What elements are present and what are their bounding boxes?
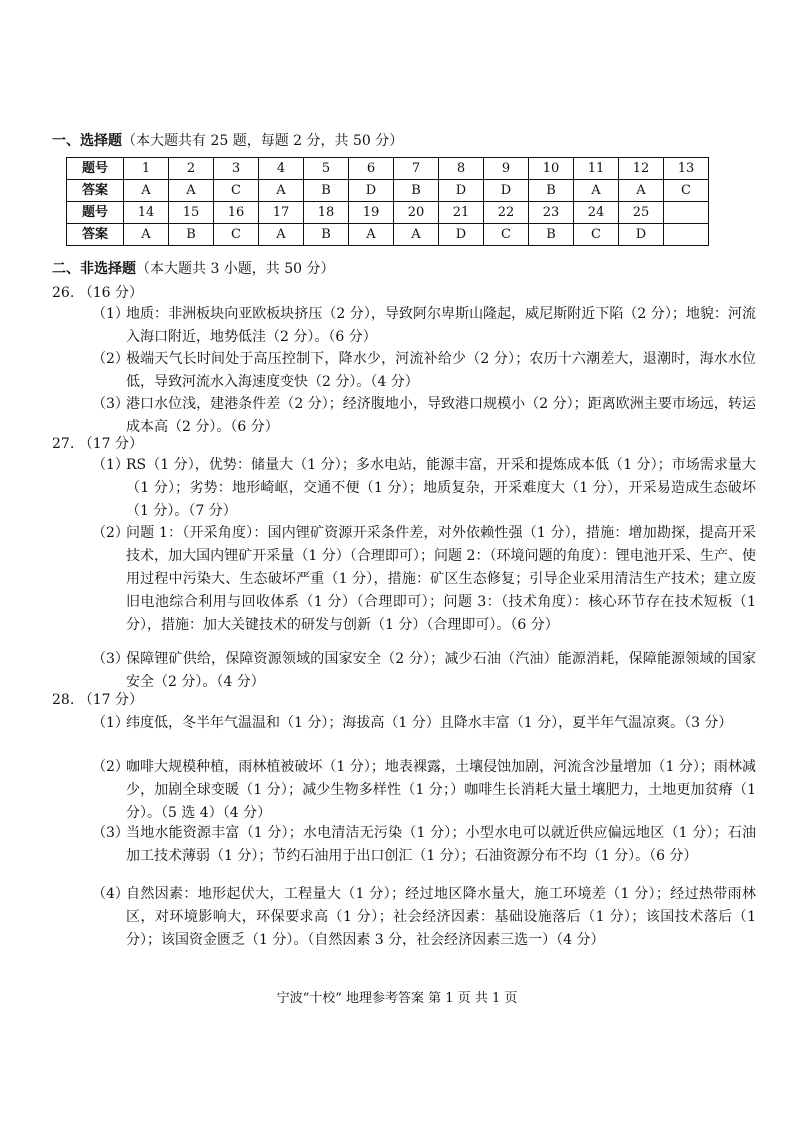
answer-cell: B — [304, 180, 349, 202]
item-number: （1） — [92, 715, 129, 731]
question-number: 1 — [124, 158, 169, 180]
question-number: 25 — [619, 202, 664, 224]
table-row-answers-2 — [67, 224, 709, 246]
item-text: 当地水能资源丰富（1 分）；水电清洁无污染（1 分）；小型水电可以就近供应偏远地区（1 分）；石油加工技术薄弱（1 分）；节约石油用于出口创汇（1 分）；石油资源分布不均（1 分）。（6 分） — [126, 825, 756, 864]
question-number: 15 — [169, 202, 214, 224]
question-number: 11 — [574, 158, 619, 180]
q27-item-3 — [92, 648, 756, 694]
q28-item-1 — [92, 712, 756, 735]
item-number: （3） — [92, 396, 129, 412]
item-number: （2） — [92, 351, 129, 367]
q26-item-2 — [92, 348, 756, 394]
question-number: 18 — [304, 202, 349, 224]
row-label-question: 题号 — [67, 158, 124, 180]
answer-cell: B — [529, 224, 574, 246]
question-number: 9 — [484, 158, 529, 180]
item-text: RS（1 分），优势：储量大（1 分）；多水电站，能源丰富，开采和提炼成本低（1 分）；市场需求量大（1 分）；劣势：地形崎岖，交通不便（1 分）；地质复杂，开采难度大（1 分），开采易造成生态破坏（1 分）。（7 分） — [126, 457, 756, 519]
answer-cell: C — [574, 224, 619, 246]
q27-item-2 — [92, 522, 756, 637]
q26-item-1 — [92, 303, 756, 349]
table-row-numbers-2 — [67, 202, 709, 224]
answer-cell: C — [484, 224, 529, 246]
item-number: （2） — [92, 525, 129, 541]
q28-header: 28. （17 分） — [52, 692, 143, 708]
item-text: 地质：非洲板块向亚欧板块挤压（2 分），导致阿尔卑斯山隆起，威尼斯附近下陷（2 分）；地貌：河流入海口附近，地势低洼（2 分）。（6 分） — [126, 306, 756, 345]
answer-cell: A — [259, 180, 304, 202]
answer-cell: B — [304, 224, 349, 246]
row-label-question: 题号 — [67, 202, 124, 224]
question-number: 6 — [349, 158, 394, 180]
item-text: 保障锂矿供给，保障资源领域的国家安全（2 分）；减少石油（汽油）能源消耗，保障能源领域的国家安全（2 分）。（4 分） — [126, 651, 756, 690]
answer-cell: C — [664, 180, 709, 202]
question-number: 23 — [529, 202, 574, 224]
section2-note: （本大题共 3 小题，共 50 分） — [136, 261, 335, 277]
question-number: 2 — [169, 158, 214, 180]
answer-cell: D — [349, 180, 394, 202]
question-number: 19 — [349, 202, 394, 224]
section1-note: （本大题共有 25 题，每题 2 分，共 50 分） — [122, 133, 404, 149]
question-number: 5 — [304, 158, 349, 180]
answer-cell: B — [394, 180, 439, 202]
question-number: 20 — [394, 202, 439, 224]
answer-cell — [664, 224, 709, 246]
answer-cell: D — [439, 224, 484, 246]
table-row-numbers-1 — [67, 158, 709, 180]
item-number: （3） — [92, 825, 129, 841]
q26-item-3 — [92, 393, 756, 439]
answer-cell: D — [439, 180, 484, 202]
answer-cell: A — [124, 224, 169, 246]
question-number: 12 — [619, 158, 664, 180]
answer-table — [66, 157, 709, 246]
item-text: 咖啡大规模种植，雨林植被破坏（1 分）；地表裸露，土壤侵蚀加剧，河流含沙量增加（1 分）；雨林减少，加剧全球变暖（1 分）；减少生物多样性（1 分；）咖啡生长消耗大量土壤肥力，土地更加贫瘠（1 分）。（5 选 4）（4 分） — [126, 759, 756, 821]
q28-item-3 — [92, 822, 756, 868]
question-number: 17 — [259, 202, 304, 224]
item-text: 纬度低，冬半年气温温和（1 分）；海拔高（1 分）且降水丰富（1 分），夏半年气温凉爽。（3 分） — [126, 715, 733, 731]
question-number: 13 — [664, 158, 709, 180]
question-number: 21 — [439, 202, 484, 224]
question-number: 16 — [214, 202, 259, 224]
section2-title: 二、非选择题 — [52, 261, 136, 277]
item-text: 港口水位浅，建港条件差（2 分）；经济腹地小，导致港口规模小（2 分）；距离欧洲主要市场远，转运成本高（2 分）。（6 分） — [126, 396, 756, 435]
row-label-answer: 答案 — [67, 180, 124, 202]
q28-item-2 — [92, 756, 756, 825]
answer-cell: B — [529, 180, 574, 202]
page-footer: 宁波“十校” 地理参考答案 第 1 页 共 1 页 — [276, 991, 518, 1006]
question-number: 7 — [394, 158, 439, 180]
item-text: 自然因素：地形起伏大，工程量大（1 分）；经过地区降水量大，施工环境差（1 分）；经过热带雨林区，对环境影响大，环保要求高（1 分）；社会经济因素：基础设施落后（1 分）；该国技术落后（1 分）；该国资金匮乏（1 分）。（自然因素 3 分，社会经济因素三选一）（4 分） — [126, 886, 756, 948]
section1-title: 一、选择题 — [52, 133, 122, 149]
row-label-answer: 答案 — [67, 224, 124, 246]
question-number — [664, 202, 709, 224]
q26-header: 26. （16 分） — [52, 285, 143, 301]
item-number: （1） — [92, 306, 129, 322]
section2-heading — [52, 259, 335, 279]
answer-cell: C — [214, 224, 259, 246]
question-number: 10 — [529, 158, 574, 180]
item-text: 问题 1：（开采角度）：国内锂矿资源开采条件差，对外依赖性强（1 分），措施：增加勘探，提高开采技术，加大国内锂矿开采量（1 分）（合理即可）；问题 2：（环境问题的角度）：锂电池开采、生产、使用过程中污染大、生态破坏严重（1 分），措施：矿区生态修复；引导企业采用清洁生产技术；建立废旧电池综合利用与回收体系（1 分）（合理即可）；问题 3：（技术角度）：核心环节存在技术短板（1 分），措施：加大关键技术的研发与创新（1 分）（合理即可）。（6 分） — [126, 525, 756, 633]
question-number: 24 — [574, 202, 619, 224]
answer-cell: C — [214, 180, 259, 202]
item-number: （4） — [92, 886, 129, 902]
item-text: 极端天气长时间处于高压控制下，降水少，河流补给少（2 分）；农历十六潮差大，退潮时，海水水位低，导致河流水入海速度变快（2 分）。（4 分） — [126, 351, 756, 390]
q27-item-1 — [92, 454, 756, 523]
item-number: （2） — [92, 759, 129, 775]
answer-cell: A — [124, 180, 169, 202]
answer-cell: A — [394, 224, 439, 246]
q28-item-4 — [92, 883, 756, 952]
answer-cell: A — [169, 180, 214, 202]
answer-cell: B — [169, 224, 214, 246]
table-row-answers-1 — [67, 180, 709, 202]
question-number: 22 — [484, 202, 529, 224]
q27-header: 27. （17 分） — [52, 436, 143, 452]
section1-heading — [52, 131, 403, 151]
answer-cell: D — [484, 180, 529, 202]
answer-cell: A — [259, 224, 304, 246]
answer-cell: A — [349, 224, 394, 246]
question-number: 8 — [439, 158, 484, 180]
question-number: 3 — [214, 158, 259, 180]
item-number: （1） — [92, 457, 129, 473]
question-number: 14 — [124, 202, 169, 224]
answer-cell: A — [619, 180, 664, 202]
question-number: 4 — [259, 158, 304, 180]
answer-cell: D — [619, 224, 664, 246]
answer-cell: A — [574, 180, 619, 202]
item-number: （3） — [92, 651, 129, 667]
